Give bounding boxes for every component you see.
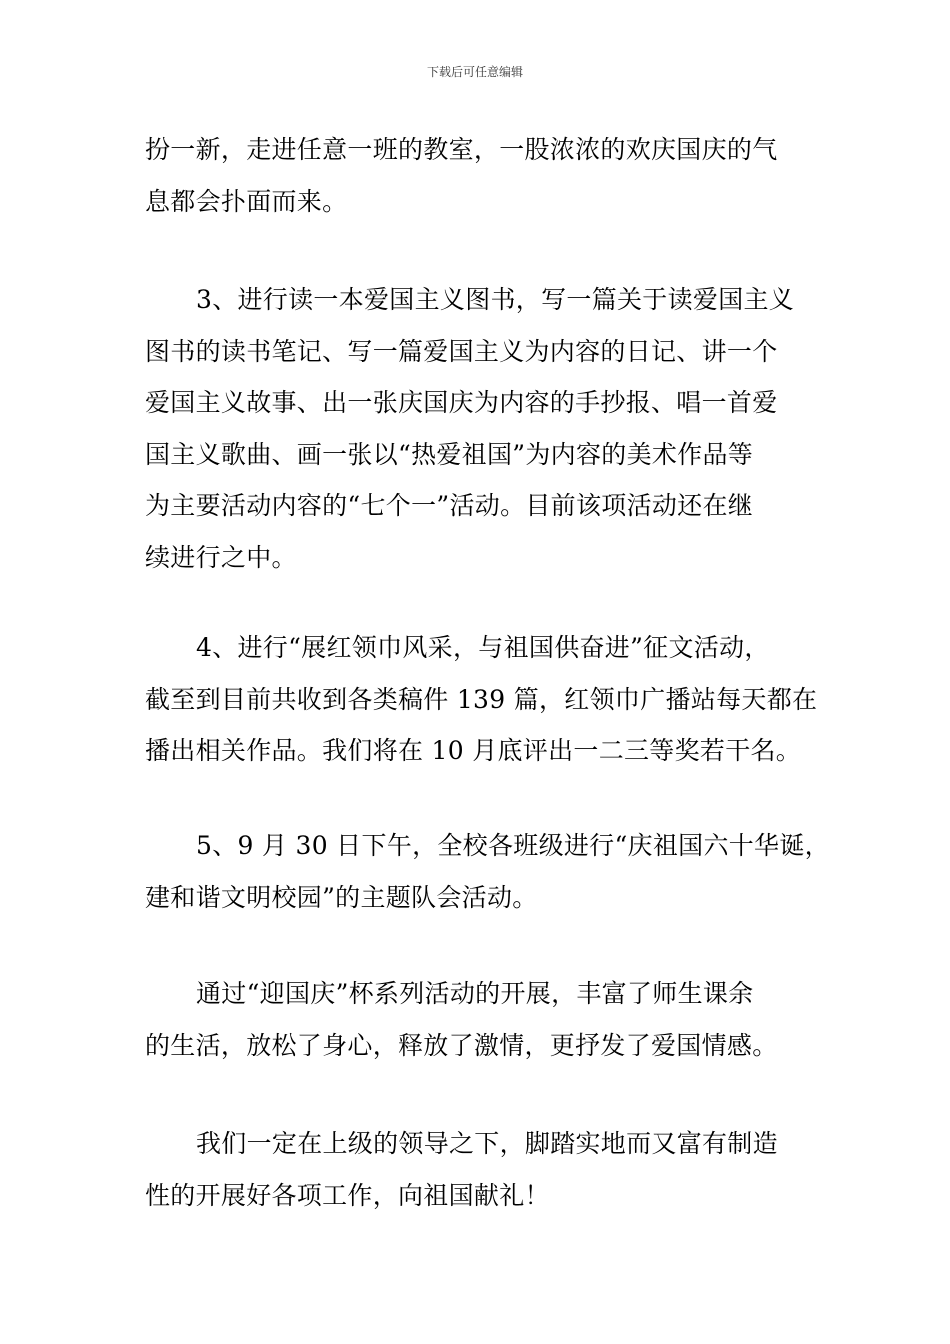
text-line: 3、进行读一本爱国主义图书，写一篇关于读爱国主义 <box>196 285 795 314</box>
text-line: 通过“迎国庆”杯系列活动的开展，丰富了师生课余 <box>196 979 754 1008</box>
text-line: 我们一定在上级的领导之下，脚踏实地而又富有制造 <box>196 1129 778 1158</box>
text-line: 为主要活动内容的“七个一”活动。目前该项活动还在继 <box>145 491 754 520</box>
paragraph-closing <box>145 1118 810 1221</box>
paragraph-summary <box>145 968 810 1071</box>
text-line: 性的开展好各项工作，向祖国献礼！ <box>145 1180 550 1210</box>
text-line: 扮一新，走进任意一班的教室，一股浓浓的欢庆国庆的气 <box>145 135 778 164</box>
text-line: 建和谐文明校园”的主题队会活动。 <box>145 882 538 912</box>
text-line: 爱国主义故事、出一张庆国庆为内容的手抄报、唱一首爱 <box>145 388 778 417</box>
text-line: 5、9 月 30 日下午，全校各班级进行“庆祖国六十华诞， <box>196 831 830 860</box>
text-line: 截至到目前共收到各类稿件 139 篇，红领巾广播站每天都在 <box>145 684 818 714</box>
paragraph-item-3 <box>145 274 810 583</box>
text-line: 续进行之中。 <box>145 542 297 572</box>
text-line: 国主义歌曲、画一张以“热爱祖国”为内容的美术作品等 <box>145 439 754 469</box>
paragraph-continuation <box>145 124 810 227</box>
text-line: 4、进行“展红领巾风采，与祖国供奋进”征文活动， <box>196 633 770 662</box>
text-line: 图书的读书笔记、写一篇爱国主义为内容的日记、讲一个 <box>145 336 778 366</box>
paragraph-item-4 <box>145 622 818 777</box>
page-header: 下载后可任意编辑 <box>426 65 523 79</box>
text-line: 的生活，放松了身心，释放了激情，更抒发了爱国情感。 <box>145 1030 778 1060</box>
text-line: 息都会扑面而来。 <box>145 186 348 216</box>
paragraph-item-5 <box>145 820 830 923</box>
text-line: 播出相关作品。我们将在 10 月底评出一二三等奖若干名。 <box>145 736 802 765</box>
